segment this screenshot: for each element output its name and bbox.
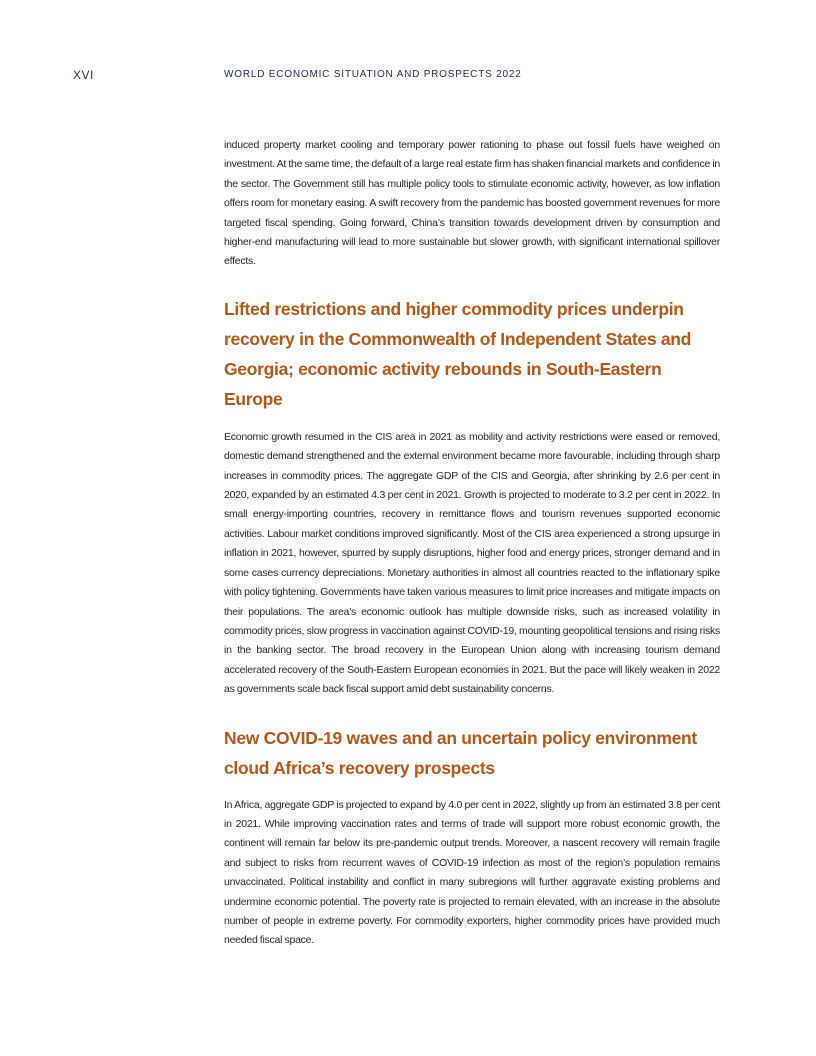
page-header — [0, 68, 816, 84]
body-paragraph: In Africa, aggregate GDP is projected to expand by 4.0 per cent in 2022, slightly up from an estimated 3.8 per cent in 2021. While improving vaccination rates and terms of trade will support more robust economic growth, the continent will remain far below its pre-pandemic output trends. Moreover, a nascent recovery will remain fragile and subject to risks from recurrent waves of COVID-19 infection as most of the region’s population remains unvaccinated. Political instability and conflict in many subregions will further aggravate existing problems and undermine economic potential. The poverty rate is projected to remain elevated, with an increase in the absolute number of people in extreme poverty. For commodity exporters, higher commodity prices have provided much needed fiscal space. — [224, 798, 720, 947]
body-paragraph: Economic growth resumed in the CIS area in 2021 as mobility and activity restrictions were eased or removed, domestic demand strengthened and the external environment became more favourable, including through sharp increases in commodity prices. The aggregate GDP of the CIS and Georgia, after shrinking by 2.6 per cent in 2020, expanded by an estimated 4.3 per cent in 2021. Growth is projected to moderate to 3.2 per cent in 2022. In small energy-importing countries, recovery in remittance flows and tourism revenues supported economic activities. Labour market conditions improved significantly. Most of the CIS area experienced a strong upsurge in inflation in 2021, however, spurred by supply disruptions, higher food and energy prices, stronger demand and in some cases currency depreciations. Monetary authorities in almost all countries reacted to the inflationary spike with policy tightening. Governments have taken various measures to limit price increases and mitigate impacts on their populations. The area’s economic outlook has multiple downside risks, such as increased volatility in commodity prices, slow progress in vaccination against COVID-19, mounting geopolitical tensions and rising risks in the banking sector. The broad recovery in the European Union along with increasing tourism demand accelerated recovery of the South-Eastern European economies in 2021. But the pace will likely weaken in 2022 as governments scale back fiscal support amid debt sustainability concerns. — [224, 430, 720, 696]
body-paragraph: induced property market cooling and temporary power rationing to phase out fossil fuels have weighed on investment. At the same time, the default of a large real estate firm has shaken financial markets and confidence in the sector. The Government still has multiple policy tools to stimulate economic activity, however, as low inflation offers room for monetary easing. A swift recovery from the pandemic has boosted government revenues for more targeted fiscal spending. Going forward, China’s transition towards development driven by consumption and higher-end manufacturing will lead to more sustainable but slower growth, with significant international spillover effects. — [224, 139, 720, 268]
section-heading: Lifted restrictions and higher commodity prices underpin recovery in the Commonwealth of Independent States and Georgia; economic activity rebounds in South-Eastern Europe — [224, 298, 692, 409]
running-title: WORLD ECONOMIC SITUATION AND PROSPECTS 2022 — [224, 69, 522, 80]
page-number: XVI — [73, 68, 94, 82]
main-content — [224, 136, 720, 951]
section-heading: New COVID-19 waves and an uncertain policy environment cloud Africa’s recovery prospects — [224, 727, 697, 778]
